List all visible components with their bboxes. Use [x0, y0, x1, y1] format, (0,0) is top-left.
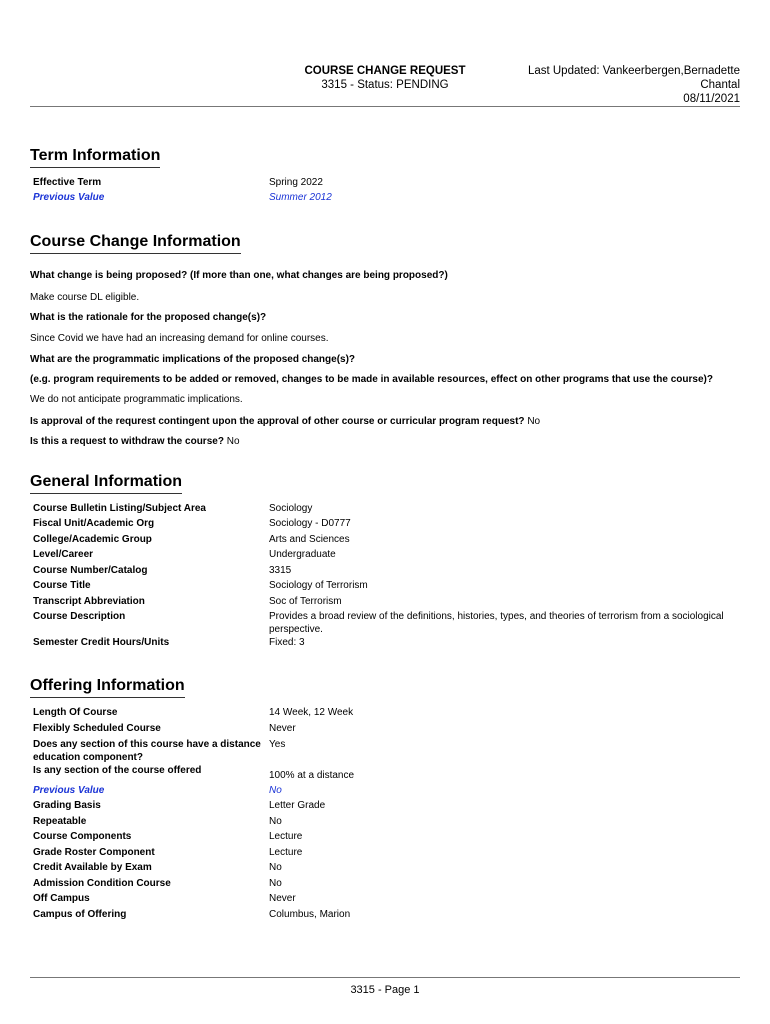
field-value: 100% at a distance	[269, 770, 355, 781]
field-label: Length Of Course	[33, 707, 118, 718]
section-title-offering: Offering Information	[30, 676, 185, 698]
last-updated-line2: Chantal	[700, 79, 740, 91]
field-label: Flexibly Scheduled Course	[33, 723, 161, 734]
field-label: Fiscal Unit/Academic Org	[33, 518, 155, 529]
field-label: Does any section of this course have a distance education component?	[33, 739, 261, 763]
field-label: Credit Available by Exam	[33, 862, 152, 873]
last-updated-line1: Last Updated: Vankeerbergen,Bernadette	[527, 65, 740, 77]
page-number: 3315 - Page 1	[350, 984, 420, 996]
field-label: College/Academic Group	[33, 534, 152, 545]
field-value: 3315	[269, 565, 292, 576]
report-header	[270, 64, 500, 92]
field-value: Undergraduate	[269, 549, 336, 560]
question-contingent	[30, 415, 750, 428]
previous-label: Previous Value	[33, 192, 105, 203]
previous-value: No	[269, 785, 282, 796]
field-label: Effective Term	[33, 177, 102, 188]
field-label: Course Title	[33, 580, 91, 591]
question-withdraw	[30, 435, 750, 448]
last-updated-date: 08/11/2021	[683, 93, 740, 105]
field-label: Semester Credit Hours/Units	[33, 637, 170, 648]
question-implications-detail: (e.g. program requirements to be added or removed, changes to be made in available resources, effect on other programs that use the course)?	[30, 374, 713, 385]
report-status: 3315 - Status: PENDING	[321, 79, 449, 91]
field-value: Fixed: 3	[269, 637, 305, 648]
question-rationale: What is the rationale for the proposed change(s)?	[30, 312, 267, 323]
field-value: Never	[269, 723, 296, 734]
field-value: 14 Week, 12 Week	[269, 707, 354, 718]
field-value: Letter Grade	[269, 800, 326, 811]
field-value: Provides a broad review of the definitions, histories, types, and theories of terrorism from a sociological perspective.	[269, 611, 724, 635]
question-withdraw-text: Is this a request to withdraw the course?	[30, 436, 224, 447]
field-value: Sociology	[269, 503, 313, 514]
answer-proposed-change: Make course DL eligible.	[30, 292, 140, 303]
field-label: Level/Career	[33, 549, 94, 560]
answer-contingent: No	[527, 416, 541, 427]
field-value: Never	[269, 893, 296, 904]
field-label: Campus of Offering	[33, 909, 127, 920]
field-label: Is any section of the course offered	[33, 765, 202, 776]
field-value: Soc of Terrorism	[269, 596, 342, 607]
field-value: Sociology - D0777	[269, 518, 351, 529]
field-label: Course Bulletin Listing/Subject Area	[33, 503, 206, 514]
question-proposed-change: What change is being proposed? (If more than one, what changes are being proposed?)	[30, 270, 448, 281]
answer-withdraw: No	[226, 436, 240, 447]
field-value: Spring 2022	[269, 177, 323, 188]
field-label: Course Number/Catalog	[33, 565, 148, 576]
field-value: Arts and Sciences	[269, 534, 350, 545]
field-label: Repeatable	[33, 816, 87, 827]
field-value: Sociology of Terrorism	[269, 580, 368, 591]
field-value: Lecture	[269, 831, 303, 842]
footer-divider	[30, 977, 740, 978]
answer-rationale: Since Covid we have had an increasing demand for online courses.	[30, 333, 329, 344]
header-divider	[30, 106, 740, 107]
question-contingent-text: Is approval of the requrest contingent upon the approval of other course or curricular program request?	[30, 416, 525, 427]
field-label: Off Campus	[33, 893, 90, 904]
field-label: Transcript Abbreviation	[33, 596, 145, 607]
field-value: Lecture	[269, 847, 303, 858]
section-title-general: General Information	[30, 472, 182, 494]
previous-value: Summer 2012	[269, 192, 332, 203]
last-updated	[480, 64, 740, 106]
section-title-change: Course Change Information	[30, 232, 241, 254]
field-value: No	[269, 862, 282, 873]
previous-label: Previous Value	[33, 785, 105, 796]
answer-implications: We do not anticipate programmatic implications.	[30, 394, 243, 405]
field-label: Admission Condition Course	[33, 878, 171, 889]
field-label: Course Components	[33, 831, 132, 842]
field-value: Columbus, Marion	[269, 909, 351, 920]
field-value: No	[269, 816, 282, 827]
field-label: Course Description	[33, 611, 126, 622]
field-value: No	[269, 878, 282, 889]
field-label: Grading Basis	[33, 800, 101, 811]
question-implications: What are the programmatic implications of the proposed change(s)?	[30, 354, 356, 365]
field-label: Grade Roster Component	[33, 847, 155, 858]
field-value: Yes	[269, 739, 286, 750]
report-title: COURSE CHANGE REQUEST	[304, 65, 466, 77]
section-title-term: Term Information	[30, 146, 160, 168]
